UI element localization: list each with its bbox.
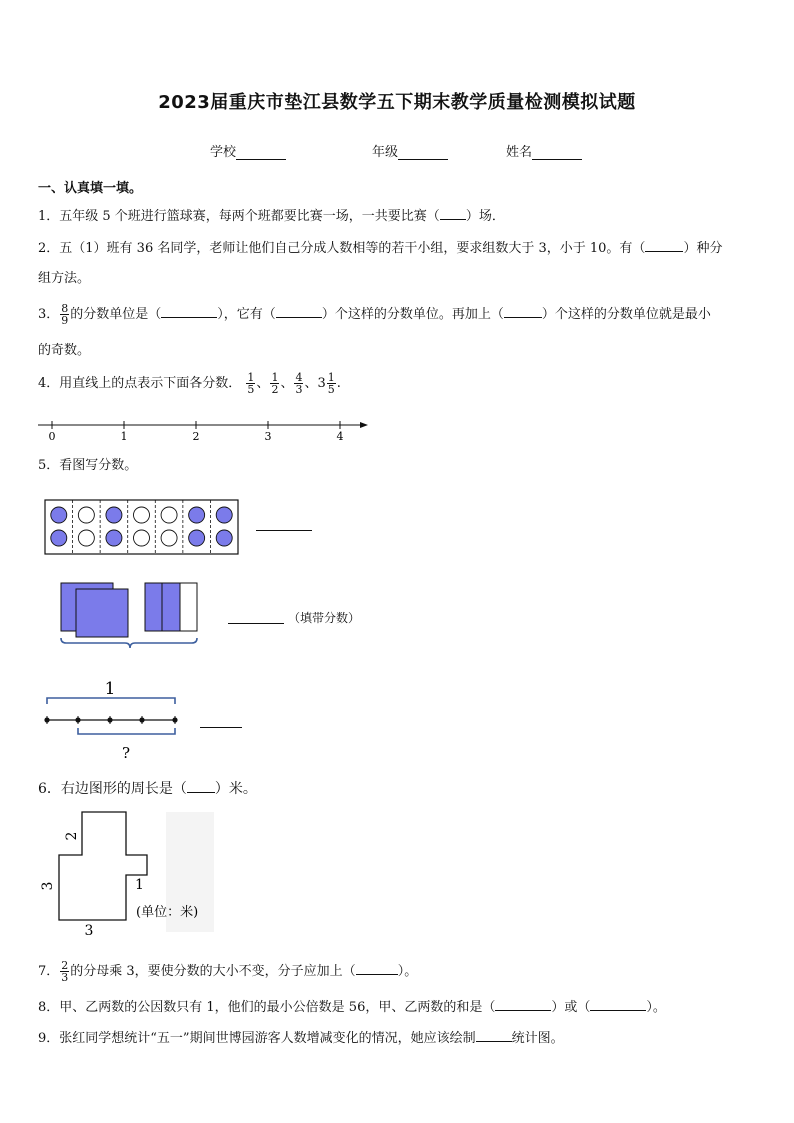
name-field: [506, 141, 582, 160]
number-line-tick-label: 2: [192, 430, 200, 443]
q4-fraction-2: [270, 372, 279, 395]
polygon-outline: [59, 812, 147, 920]
q3-text-a: 的分数单位是（: [70, 307, 162, 322]
q3-fraction: [60, 303, 69, 326]
q8-blank-2[interactable]: [590, 998, 646, 1011]
q3-blank-2[interactable]: [276, 305, 322, 318]
q5-answer-blank-1[interactable]: [256, 530, 312, 531]
squares-bracket: [61, 638, 197, 648]
filled-circle: [106, 507, 122, 523]
q4-mixed-whole: 3: [317, 376, 326, 391]
empty-circle: [161, 507, 177, 523]
q4-f1-numerator: 1: [247, 371, 255, 384]
q6-text-a: 6．右边图形的周长是（: [38, 781, 187, 797]
filled-circle: [216, 507, 232, 523]
filled-circle: [216, 530, 232, 546]
empty-circle: [78, 530, 94, 546]
q9-answer-blank[interactable]: [476, 1029, 512, 1042]
segment-point: [75, 717, 80, 722]
top-bracket-label: 1: [104, 679, 116, 699]
empty-circle: [78, 507, 94, 523]
q8-text-b: ）或（: [551, 1000, 591, 1015]
q8-blank-1[interactable]: [495, 998, 551, 1011]
grade-blank[interactable]: [398, 159, 448, 160]
number-line-tick-label: 0: [48, 430, 56, 443]
number-line-tick-label: 1: [120, 430, 128, 443]
school-label: 学校: [210, 145, 237, 160]
q4-f2-denominator: 2: [271, 383, 279, 396]
q1-text-b: ）场．: [465, 209, 505, 224]
question-9: [38, 1029, 564, 1048]
number-line: [0, 415, 400, 447]
q4-fraction-1: [246, 372, 255, 395]
q3-fraction-denominator: 9: [61, 314, 69, 327]
number-line-tick-label: 4: [336, 430, 344, 443]
q3-fraction-numerator: 8: [61, 302, 69, 315]
bottom-bracket: [78, 728, 175, 734]
question-3-line2: 的奇数。: [38, 343, 91, 358]
q4-f1-denominator: 5: [247, 383, 255, 396]
q4-sep-2: 、: [280, 376, 294, 391]
question-4: [38, 372, 341, 395]
filled-circle: [189, 530, 205, 546]
q4-f3-numerator: 4: [295, 371, 303, 384]
question-3-line1: [38, 303, 711, 326]
number-line-arrow: [360, 422, 368, 428]
bottom-bracket-label: ?: [121, 744, 131, 762]
q4-f4-denominator: 5: [327, 383, 335, 396]
partial-square-part-2: [162, 583, 180, 631]
q6-text-b: ）米。: [214, 781, 257, 797]
q6-answer-blank[interactable]: [187, 780, 215, 793]
q1-answer-blank[interactable]: [440, 207, 466, 220]
segment-point: [172, 717, 177, 722]
label-side-3-bottom: 3: [84, 923, 94, 939]
grade-label: 年级: [372, 145, 399, 160]
school-blank[interactable]: [236, 159, 286, 160]
q1-text-a: 1．五年级 5 个班进行篮球赛，每两个班都要比赛一场，一共要比赛（: [38, 209, 440, 224]
segment-point: [44, 717, 49, 722]
segment-point: [107, 717, 112, 722]
q7-text-b: ）。: [397, 964, 418, 979]
q2-answer-blank[interactable]: [645, 239, 683, 252]
q7-fraction-denominator: 3: [61, 971, 69, 984]
q5-answer-blank-3[interactable]: [200, 727, 242, 728]
q9-text-b: 统计图。: [511, 1031, 564, 1046]
q4-sep-1: 、: [256, 376, 270, 391]
q8-text-a: 8．甲、乙两数的公因数只有 1，他们的最小公倍数是 56，甲、乙两数的和是（: [38, 1000, 496, 1015]
segment-figure: [38, 676, 198, 766]
number-line-tick-label: 3: [264, 430, 272, 443]
q3-blank-1[interactable]: [161, 305, 217, 318]
filled-circle: [189, 507, 205, 523]
label-side-3-vertical: 3: [40, 881, 56, 891]
name-blank[interactable]: [532, 159, 582, 160]
q4-f4-numerator: 1: [327, 371, 335, 384]
q7-answer-blank[interactable]: [356, 962, 398, 975]
q7-fraction-numerator: 2: [61, 959, 69, 972]
q4-fraction-4: [327, 372, 336, 395]
empty-circle: [134, 530, 150, 546]
whole-square-front: [76, 589, 128, 637]
q4-sep-3: 、: [304, 376, 318, 391]
squares-figure: [56, 580, 206, 652]
q5-answer-blank-2[interactable]: [228, 623, 284, 624]
q4-f3-denominator: 3: [295, 383, 303, 396]
filled-circle: [51, 507, 67, 523]
q3-text-c: ）个这样的分数单位。再加上（: [321, 307, 504, 322]
label-side-2: 2: [64, 831, 80, 841]
circle-grid-figure: [44, 499, 240, 557]
question-1: [38, 207, 505, 226]
label-side-1: 1: [135, 877, 144, 893]
q3-blank-3[interactable]: [504, 305, 542, 318]
empty-circle: [161, 530, 177, 546]
question-2-line2: 组方法。: [38, 271, 91, 286]
question-8: [38, 998, 666, 1017]
q3-text-b: ），它有（: [217, 307, 276, 322]
question-5: 5．看图写分数。: [38, 458, 138, 473]
name-label: 姓名: [506, 145, 533, 160]
q3-number: 3．: [38, 307, 60, 322]
unit-label: (单位：米): [136, 905, 199, 920]
filled-circle: [51, 530, 67, 546]
q7-text-a: 的分母乘 3，要使分数的大小不变，分子应加上（: [70, 964, 356, 979]
page-title: 2023届重庆市垫江县数学五下期末教学质量检测模拟试题: [158, 92, 636, 113]
q3-text-d: ）个这样的分数单位就是最小: [541, 307, 711, 322]
filled-circle: [106, 530, 122, 546]
polygon-figure: [38, 808, 228, 940]
q7-fraction: [60, 960, 69, 983]
segment-point: [139, 717, 144, 722]
mixed-number-note: （填带分数）: [288, 611, 361, 625]
q7-number: 7．: [38, 964, 60, 979]
q2-text-a: 2．五（1）班有 36 名同学，老师让他们自己分成人数相等的若干小组，要求组数大于 3，小于 10。有（: [38, 241, 646, 256]
question-2-line1: [38, 239, 722, 258]
question-7: [38, 960, 417, 983]
grade-field: [372, 141, 448, 160]
q4-fraction-3: [294, 372, 303, 395]
q4-text: 4．用直线上的点表示下面各分数．: [38, 376, 242, 391]
section-heading: 一、认真填一填。: [38, 181, 143, 196]
q8-text-c: ）。: [646, 1000, 666, 1015]
partial-square-part-1: [145, 583, 162, 631]
q4-end: .: [336, 376, 341, 391]
q9-text-a: 9．张红同学想统计“五一”期间世博园游客人数增减变化的情况，她应该绘制: [38, 1031, 476, 1046]
q2-text-b: ）种分: [683, 241, 723, 256]
empty-circle: [134, 507, 150, 523]
school-field: [210, 141, 286, 160]
question-6: [38, 780, 257, 798]
q4-f2-numerator: 1: [271, 371, 279, 384]
